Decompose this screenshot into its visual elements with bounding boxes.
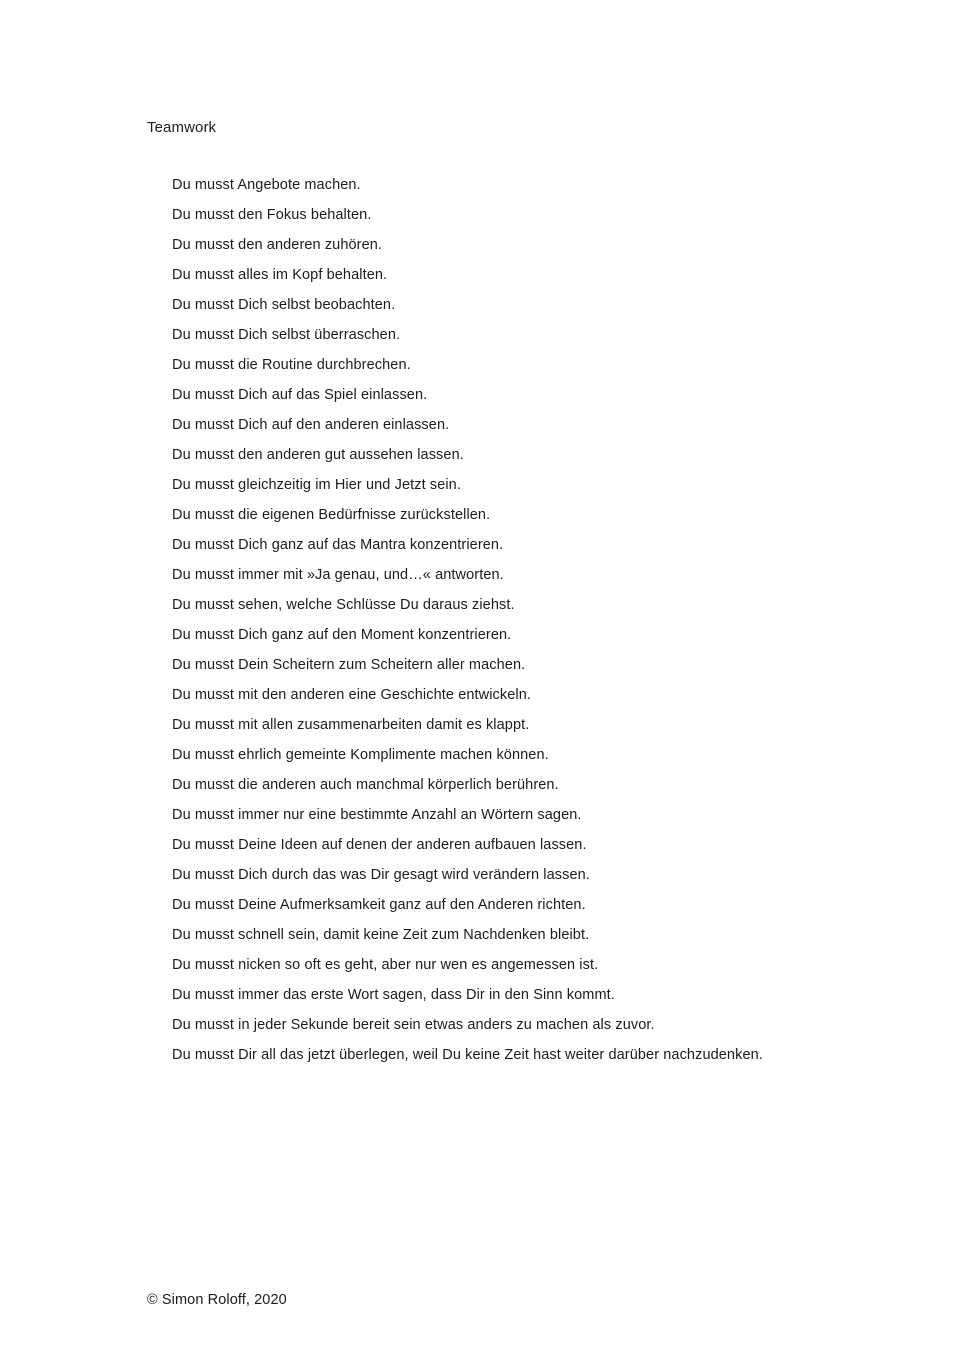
statement-line: Du musst Dein Scheitern zum Scheitern aller machen.	[172, 657, 526, 673]
statement-line: Du musst mit den anderen eine Geschichte entwickeln.	[172, 687, 532, 703]
statement-line: Du musst Dir all das jetzt überlegen, weil Du keine Zeit hast weiter darüber nachzudenken.	[172, 1047, 763, 1063]
statement-line: Du musst Angebote machen.	[172, 177, 361, 193]
statement-line: Du musst die anderen auch manchmal körperlich berühren.	[172, 777, 559, 793]
statement-line: Du musst gleichzeitig im Hier und Jetzt sein.	[172, 477, 461, 493]
statement-line: Du musst immer mit »Ja genau, und…« antworten.	[172, 567, 504, 583]
statement-line: Du musst schnell sein, damit keine Zeit zum Nachdenken bleibt.	[172, 927, 590, 943]
statement-line: Du musst nicken so oft es geht, aber nur wen es angemessen ist.	[172, 957, 599, 973]
statement-line: Du musst Deine Ideen auf denen der anderen aufbauen lassen.	[172, 837, 587, 853]
statement-line: Du musst Dich ganz auf den Moment konzentrieren.	[172, 627, 512, 643]
statement-line: Du musst Dich ganz auf das Mantra konzentrieren.	[172, 537, 504, 553]
statement-line: Du musst die Routine durchbrechen.	[172, 357, 411, 373]
statement-line: Du musst in jeder Sekunde bereit sein etwas anders zu machen als zuvor.	[172, 1017, 655, 1033]
statement-line: Du musst Dich selbst überraschen.	[172, 327, 401, 343]
page-title: Teamwork	[147, 119, 217, 136]
statement-line: Du musst Deine Aufmerksamkeit ganz auf den Anderen richten.	[172, 897, 586, 913]
statement-line: Du musst mit allen zusammenarbeiten damit es klappt.	[172, 717, 530, 733]
statement-line: Du musst den anderen gut aussehen lassen.	[172, 447, 464, 463]
copyright-footer: © Simon Roloff, 2020	[147, 1292, 287, 1308]
statement-line: Du musst Dich durch das was Dir gesagt wird verändern lassen.	[172, 867, 590, 883]
statement-line: Du musst alles im Kopf behalten.	[172, 267, 388, 283]
statement-line: Du musst ehrlich gemeinte Komplimente machen können.	[172, 747, 549, 763]
statement-line: Du musst immer das erste Wort sagen, dass Dir in den Sinn kommt.	[172, 987, 615, 1003]
statement-list	[172, 170, 763, 1070]
statement-line: Du musst den anderen zuhören.	[172, 237, 383, 253]
statement-line: Du musst Dich auf das Spiel einlassen.	[172, 387, 428, 403]
statement-line: Du musst Dich auf den anderen einlassen.	[172, 417, 450, 433]
statement-line: Du musst die eigenen Bedürfnisse zurückstellen.	[172, 507, 491, 523]
statement-line: Du musst immer nur eine bestimmte Anzahl an Wörtern sagen.	[172, 807, 582, 823]
statement-line: Du musst Dich selbst beobachten.	[172, 297, 396, 313]
statement-line: Du musst sehen, welche Schlüsse Du daraus ziehst.	[172, 597, 515, 613]
statement-line: Du musst den Fokus behalten.	[172, 207, 372, 223]
